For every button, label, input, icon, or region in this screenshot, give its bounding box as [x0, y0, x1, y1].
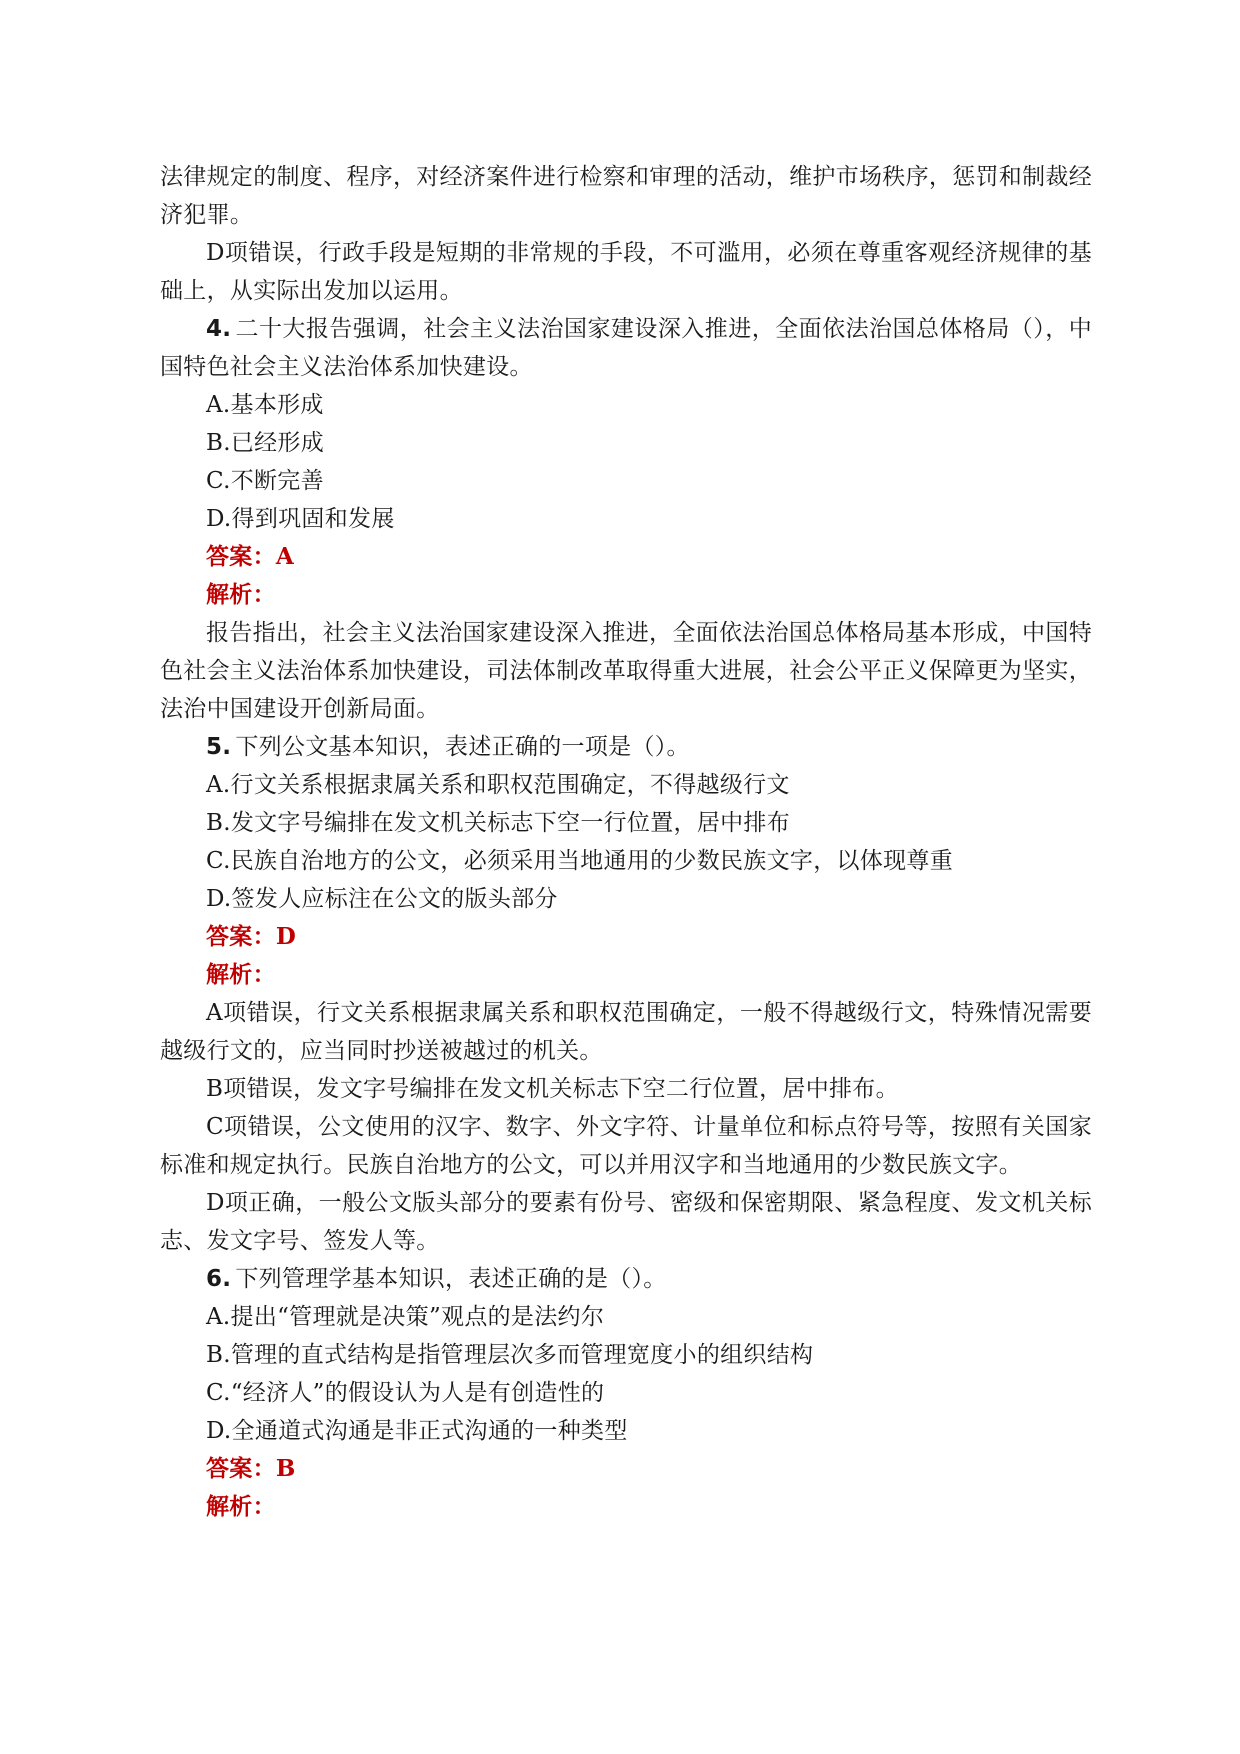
analysis-paragraph: 报告指出，社会主义法治国家建设深入推进，全面依法治国总体格局基本形成，中国特色社会主义法治体系加快建设，司法体制改革取得重大进展，社会公平正义保障更为坚实，法治中国建设开创新局面。 — [160, 620, 1092, 722]
answer-label: 答案：A — [206, 543, 295, 570]
continuation-paragraph: 法律规定的制度、程序，对经济案件进行检察和审理的活动，维护市场秩序，惩罚和制裁经济犯罪。 — [160, 164, 1092, 228]
question-text: 下列公文基本知识，表述正确的一项是（）。 — [235, 734, 690, 760]
option-item: A.行文关系根据隶属关系和职权范围确定，不得越级行文 — [206, 772, 790, 798]
answer-label: 答案：B — [206, 1455, 296, 1482]
question-stem — [160, 728, 1092, 766]
analysis-paragraph: A项错误，行文关系根据隶属关系和职权范围确定，一般不得越级行文，特殊情况需要越级行文的，应当同时抄送被越过的机关。 — [160, 1000, 1092, 1064]
analysis-paragraph: B项错误，发文字号编排在发文机关标志下空二行位置，居中排布。 — [206, 1076, 899, 1102]
analysis-paragraph: D项正确，一般公文版头部分的要素有份号、密级和保密期限、紧急程度、发文机关标志、发文字号、签发人等。 — [160, 1190, 1092, 1254]
option-item: D.得到巩固和发展 — [206, 506, 395, 532]
option-item: D.全通道式沟通是非正式沟通的一种类型 — [206, 1418, 628, 1444]
option-item: C.“经济人”的假设认为人是有创造性的 — [206, 1380, 605, 1406]
question-stem — [160, 1260, 1092, 1298]
question-text: 下列管理学基本知识，表述正确的是（）。 — [235, 1266, 667, 1292]
question-number: 6. — [206, 1266, 232, 1292]
question-text: 二十大报告强调，社会主义法治国家建设深入推进，全面依法治国总体格局（），中国特色社会主义法治体系加快建设。 — [160, 316, 1092, 380]
question-number: 5. — [206, 734, 232, 760]
analysis-label: 解析： — [206, 961, 276, 988]
document-page — [160, 158, 1092, 1526]
option-item: A.基本形成 — [206, 392, 324, 418]
explanation-paragraph: D项错误，行政手段是短期的非常规的手段，不可滥用，必须在尊重客观经济规律的基础上，从实际出发加以运用。 — [160, 240, 1092, 304]
question-block — [160, 1260, 1092, 1526]
option-item: A.提出“管理就是决策”观点的是法约尔 — [206, 1304, 605, 1330]
option-item: B.已经形成 — [206, 430, 325, 456]
question-block — [160, 310, 1092, 728]
option-item: C.不断完善 — [206, 468, 324, 494]
analysis-label: 解析： — [206, 581, 276, 608]
question-stem — [160, 310, 1092, 386]
option-item: C.民族自治地方的公文，必须采用当地通用的少数民族文字，以体现尊重 — [206, 848, 953, 874]
question-number: 4. — [206, 316, 232, 342]
analysis-paragraph: C项错误，公文使用的汉字、数字、外文字符、计量单位和标点符号等，按照有关国家标准和规定执行。民族自治地方的公文，可以并用汉字和当地通用的少数民族文字。 — [160, 1114, 1092, 1178]
option-item: D.签发人应标注在公文的版头部分 — [206, 886, 558, 912]
option-item: B.发文字号编排在发文机关标志下空一行位置，居中排布 — [206, 810, 791, 836]
question-block — [160, 728, 1092, 1260]
option-item: B.管理的直式结构是指管理层次多而管理宽度小的组织结构 — [206, 1342, 814, 1368]
answer-label: 答案：D — [206, 923, 297, 950]
analysis-label: 解析： — [206, 1493, 276, 1520]
